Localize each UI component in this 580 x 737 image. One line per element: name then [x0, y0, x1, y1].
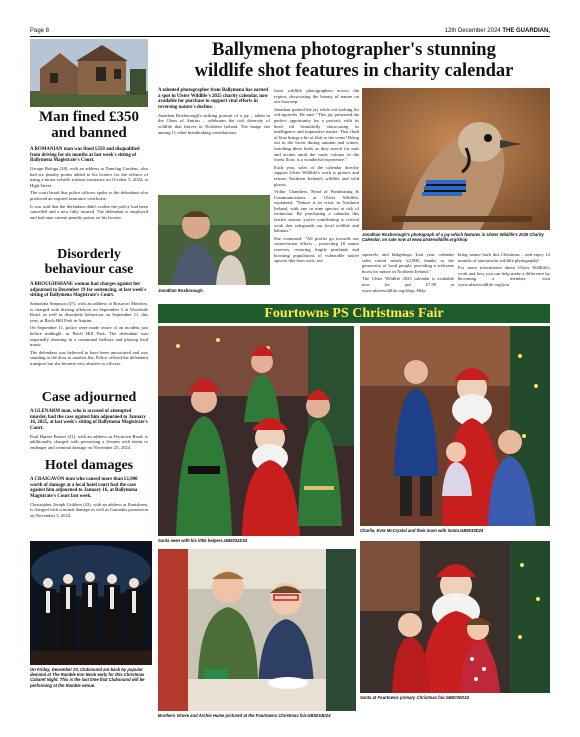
story2-body [30, 282, 148, 367]
date-text: 12th December 2024 [444, 28, 501, 34]
church-photo [30, 39, 148, 107]
story4-headline: Hotel damages [44, 458, 134, 473]
paper-name: THE GUARDIAN, [502, 28, 550, 34]
santa-helpers-caption: Santa seen with his little helpers.GB5032D24 [158, 538, 248, 543]
brothers-photo [158, 549, 356, 711]
story3-headline: Case adjourned [41, 390, 137, 405]
story2-headline: Disorderly behaviour case [44, 247, 134, 277]
header-rule [30, 36, 550, 37]
main-col2-para: She continued: "All profits go towards our conservation efforts – protecting 18 nature reserves, restoring fragile peatlands and boosting populations of vulnerable native species like barn owls, red [274, 235, 359, 264]
story1-para: It was said that the defendant didn't realise the policy had been cancelled and a new fully insured. The defendant is employed and had nine current penalty points on his licence. [30, 203, 148, 220]
main-col2-para: from wildlife photographers across the region, showcasing the beauty of nature on our doorstep. [274, 88, 359, 105]
story4-para: Christopher Joseph Gribben (43), with an address at Enniskeen, is charged with criminal damage as well as Cannabis possession on November 3, 2024. [30, 501, 148, 518]
page-number: Page 8 [30, 28, 50, 34]
main-col1-para: Jonathan Roxborough's striking portrait of a jay – taken in the Glens of Antrim – celebrates the rich diversity of wildlife that thrives in Northern Ireland. The image sits among 11 other breathtaking contributions [158, 112, 270, 135]
story1-para: George Bologa (28), with an address at Dunclug Gardens, also had six penalty points added to his licence for the offence of using a motor vehicle without insurance on October 5, 2024, at High Street. [30, 166, 148, 188]
story1-body [30, 147, 148, 220]
story1-headline: Man fined £350 and banned [38, 109, 139, 141]
story2-para: On September 11, police were made aware of an incident just before midnight, at Birch Hill Park. The defendant was reportedly shouting in a communal hallway and playing loud music. [30, 325, 148, 348]
story2-para: The defendant was believed to have been intoxicated and was standing at the door to another flat. Police offered the defendant transport but she became very abusive to officers. [30, 349, 148, 367]
main-col4 [458, 252, 550, 288]
santa-helpers-photo [158, 326, 354, 536]
main-col4-para: For more information about Ulster Wildlife's work and how you can help make a difference by becoming a member, visit www.ulsterwildlife.org/join [458, 265, 550, 287]
story3-para: Paul Hunter Baxter (41), with an address in Feystown Road, is additionally charged with possessing a firearm with intent to endanger and criminal damage on November 25, 2024. [30, 433, 148, 450]
jay-photo [362, 88, 550, 230]
main-col3 [362, 252, 454, 293]
photographer-photo [158, 195, 270, 285]
charlie-santa-photo [360, 326, 550, 526]
brothers-caption: Brothers Vinnie and Archie Hume pictured at the Fourtowns Christmas fair.GB5034D24 [158, 713, 331, 718]
main-col1 [158, 88, 270, 135]
main-col4-para: bring nature back this Christmas – and enjoy 12 months of spectacular wildlife photography! [458, 252, 550, 263]
main-col3-para: The Ulster Wildlife 2025 calendar is available now for just £7.99 at www.ulsterwildlife.org/shop. Help [362, 276, 454, 293]
clubsound-photo [30, 541, 152, 665]
clubsound-caption: On Friday, December 20, Clubsound are back by popular demand at The Ramble Inn! Book early for this Christmas Cabaret Night. This is the last time that Clubsound will be performing at the Ramble venue. [30, 667, 145, 688]
photographer-caption: Jonathan Roxborough. [158, 288, 204, 293]
story4-body [30, 477, 148, 519]
story3-body [30, 409, 148, 451]
main-headline-line1: Ballymena photographer's stunning [212, 40, 496, 60]
charlie-caption: Charlie, Evre McCrystal and their mum with Santa.GB5033D24 [360, 528, 484, 533]
main-col2-para: Vidlor Chambers, Head of Fundraising & Communications at Ulster Wildlife, explained: "Nature is in crisis in Northern Ireland, with one in nine species at risk of extinction. By purchasing a calendar this festive season, you're contributing to critical work that safeguards our local wildlife and habitats." [274, 189, 359, 234]
story1-lead: A ROMANIAN man was fined £350 and disqualified from driving for six months at last week's sitting of Ballymena Magistrate's Court. [30, 147, 140, 164]
santa-fair-photo [360, 541, 550, 693]
main-col3-para: squirrels, and hedgehogs. Last year, calendar sales raised nearly £2,000, thanks to the generosity of local people, providing a welcome boost for nature in Northern Ireland." [362, 252, 454, 274]
story2-lead: A BROUGHSHANE woman had charges against her adjourned to December 19 for sentencing, at last week's sitting of Ballymena Magistrate's Court. [30, 282, 147, 299]
main-col2-para: Jonathan spotted the jay while out looking for red squirrels. He said: "This jay presented the perfect opportunity for a portrait, with its head tilt beautifully showcasing its intelligence and inquisitive nature. That flash of blue brings a bit of flair to the scene! Being out in the forest during autumn and winter, watching these birds as they search for nuts and acorns amid the rustic colours of the forest floor, is a wonderful experience." [274, 106, 359, 163]
jay-caption: Jonathan Roxborough's photograph of a jay which features in Ulster Wildlife's 2025 Charity Calendar, on sale now at www.ulsterwildlife.org/shop [362, 232, 544, 243]
fourtowns-banner: Fourtowns PS Christmas Fair [158, 304, 550, 323]
main-col2-para: Each year, sales of the calendar directly support Ulster Wildlife's work to protect and restore Northern Ireland's wildlife and wild places. [274, 164, 359, 187]
santa-fair-caption: Santa at Fourtowns primary Christmas fair.GB5030D24 [360, 695, 469, 700]
main-col2 [274, 88, 359, 264]
main-headline [158, 40, 550, 82]
story4-lead: A CRAIGAVON man who caused more than £1,000 worth of damage at a local hotel court had the case against him adjourned to January 16, at Ballymena Magistrate's Court last week. [30, 477, 138, 500]
story2-para: Samantha Simpson (47), with an address at Rosavon Meadow, is charged with driving offences on September 5 at Woodside Road, as well as disorderly behaviour on September 11, this year, at Birch Hill Park in Antrim. [30, 301, 148, 323]
story1-para: The court heard that police officers spoke to the defendant who produced an expired insurance certificate. [30, 190, 148, 202]
main-headline-line2: wildlife shot features in charity calendar [194, 61, 514, 81]
story3-lead: A GLENARM man, who is accused of attempted murder, had the case against him adjourned to January 16, 2025, at last week's sitting of Ballymena Magistrate's Court. [30, 409, 148, 432]
main-lead: A talented photographer from Ballymena has earned a spot in Ulster Wildlife's 2025 charity calendar, now available for purchase to support vital efforts in reversing nature's decline. [158, 88, 269, 111]
issue-date [445, 28, 550, 34]
